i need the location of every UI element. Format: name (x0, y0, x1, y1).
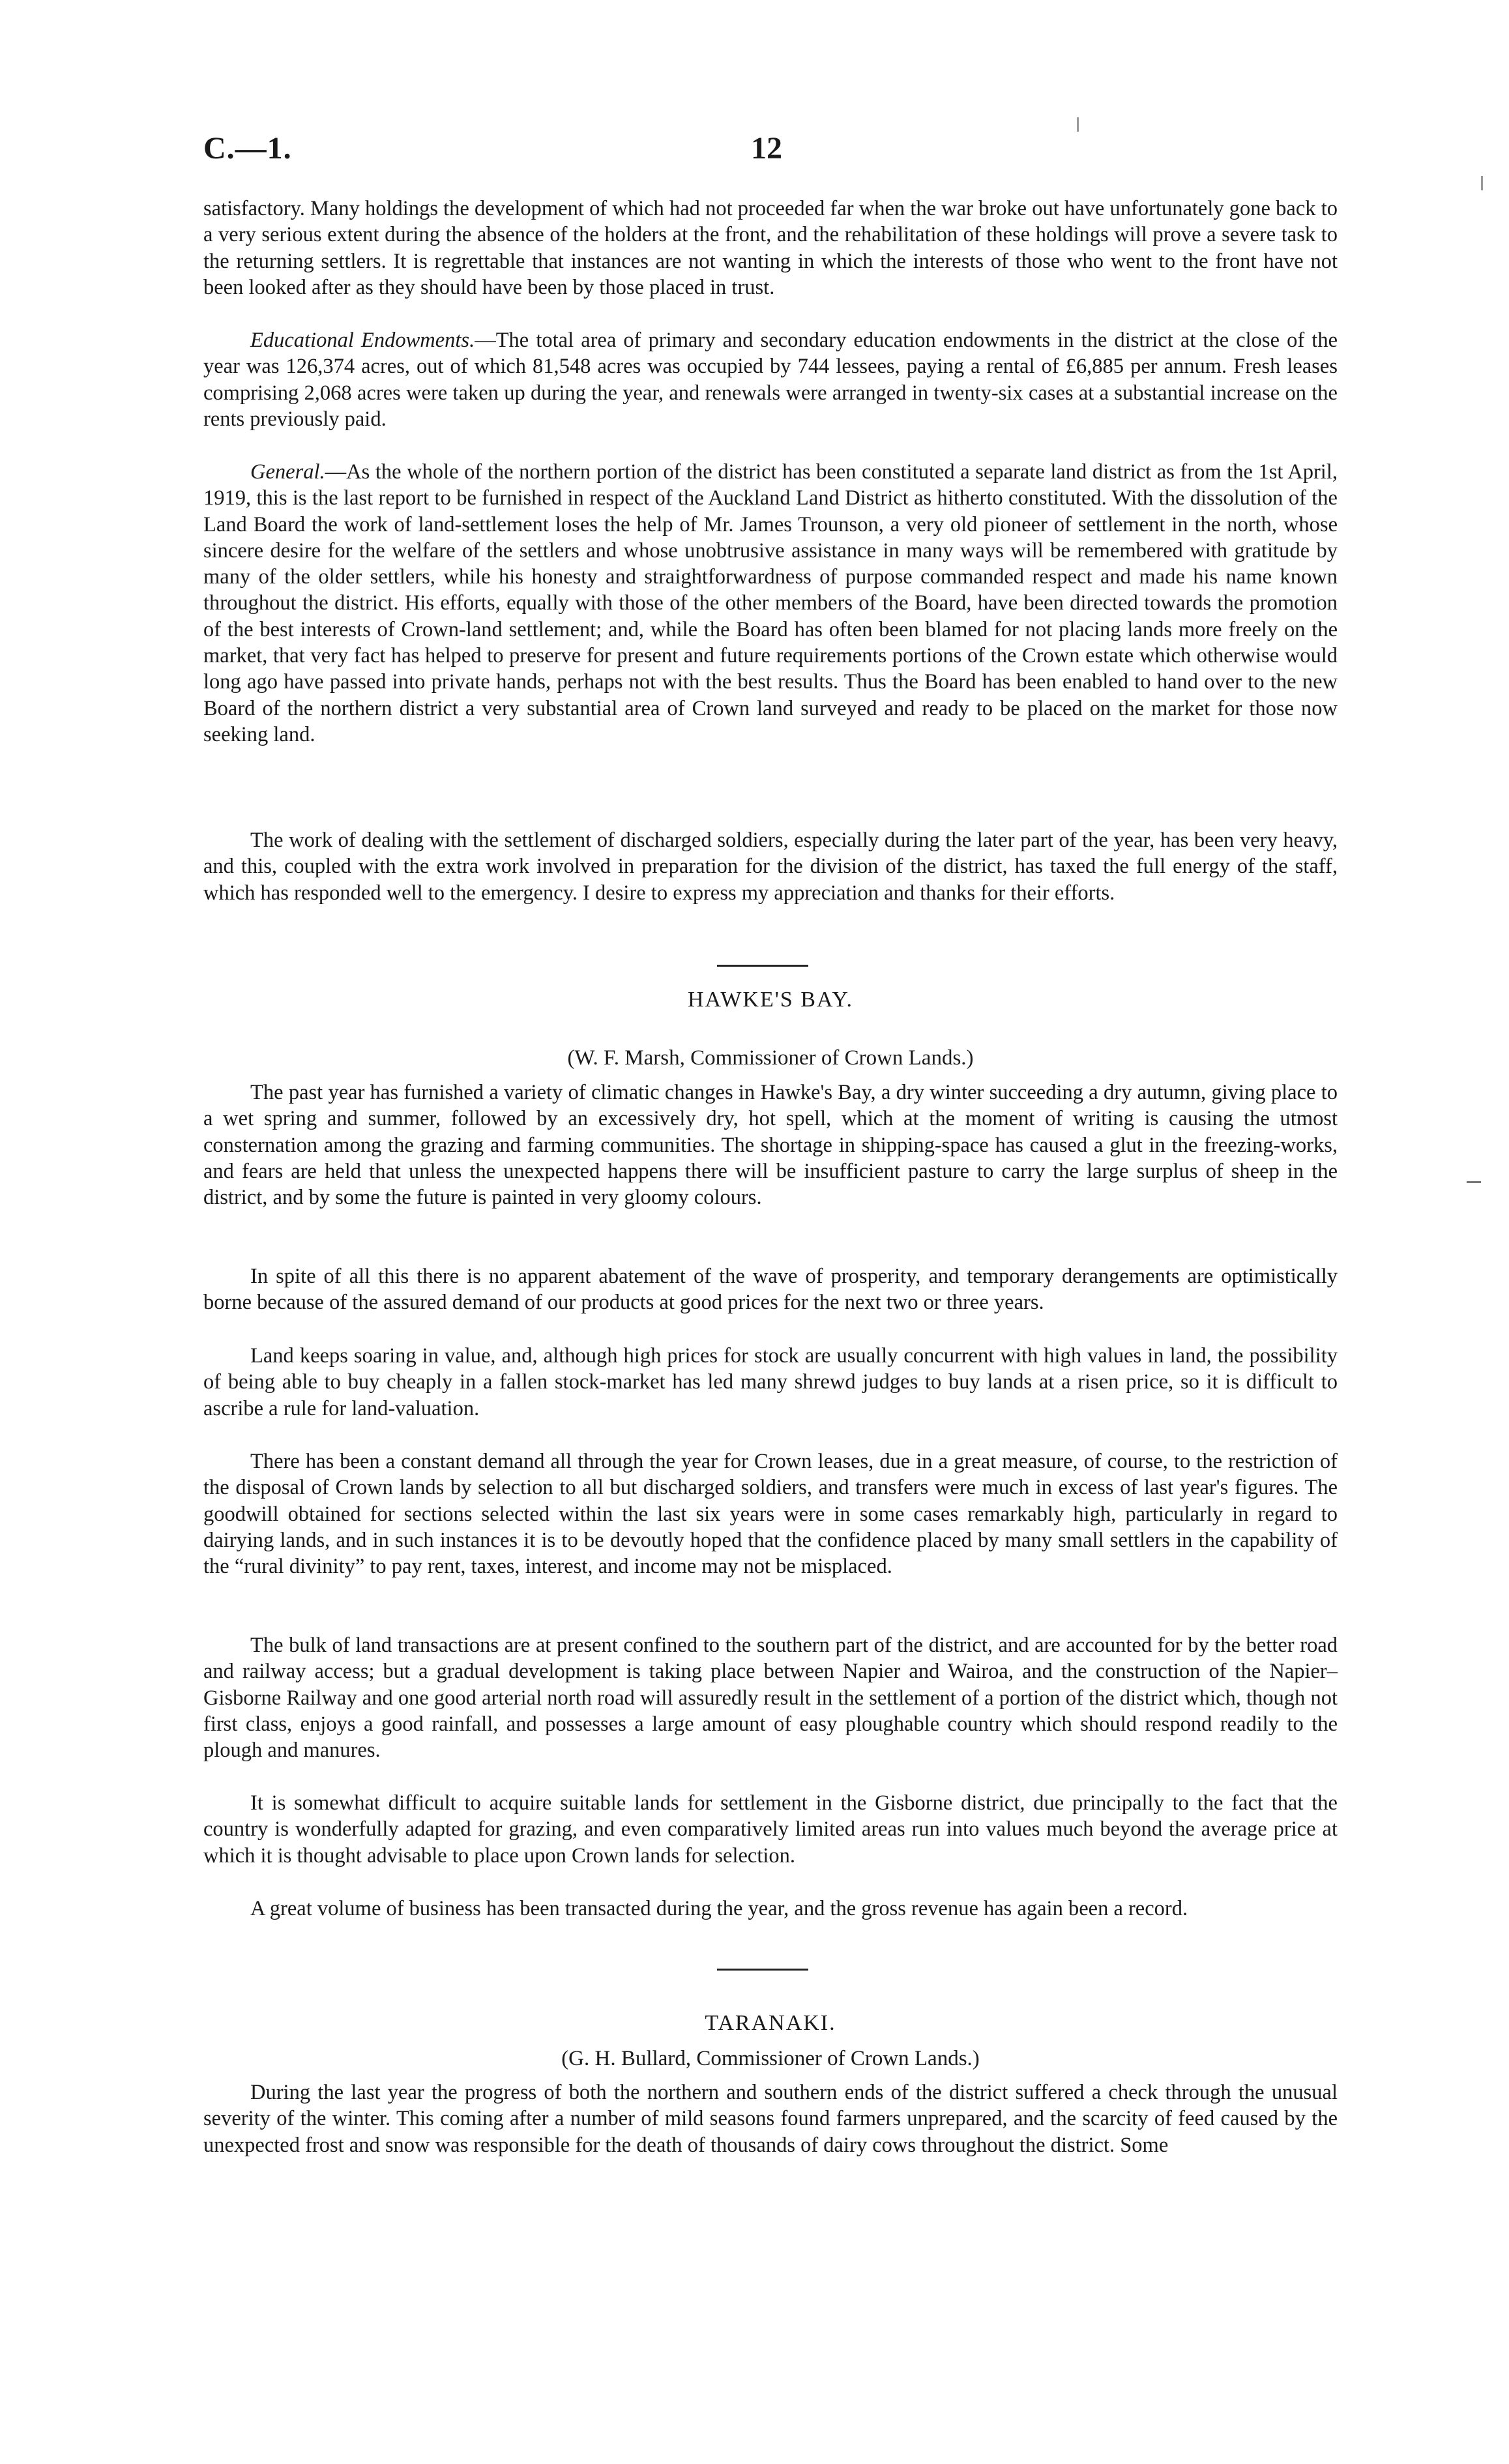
educational-endowments-heading: Educational Endowments. (250, 329, 475, 352)
section-divider (717, 1969, 808, 1971)
auckland-paragraph-4: The work of dealing with the settlement of discharged soldiers, especially during the later part of the year, has been very heavy, and this, coupled with the extra work involved in preparation for the division of the district, has taxed the full energy of the staff, which has responded well to the emergency. I desire to express my appreciation and thanks for their efforts. (203, 829, 1338, 905)
hawkes-bay-paragraph: There has been a constant demand all through the year for Crown leases, due in a great measure, of course, to the restriction of the disposal of Crown lands by selection to all but discharged soldiers, and transfers were much in excess of last year's figures. The goodwill obtained for sections selected within the last six years were in some cases remarkably high, particularly in regard to dairying lands, and in such instances it is to be devoutly hoped that the confidence placed by many small settlers in the capability of the “rural divinity” to pay rent, taxes, interest, and income may not be misplaced. (203, 1450, 1338, 1579)
hawkes-bay-title: HAWKE'S BAY. (687, 988, 854, 1012)
hawkes-bay-paragraph: Land keeps soaring in value, and, although high prices for stock are usually concurrent with high values in land, the possibility of being able to buy cheaply in a fallen stock-market has led many shrewd judges to buy lands at a risen price, so it is difficult to ascribe a rule for land-valuation. (203, 1344, 1338, 1420)
taranaki-paragraph-1: During the last year the progress of both the northern and southern ends of the district suffered a check through the unusual severity of the winter. This coming after a number of mild seasons found farmers unprepared, and the scarcity of feed caused by the unexpected frost and snow was responsible for the death of thousands of dairy cows throughout the district. Some (203, 2081, 1338, 2157)
educational-endowments-text: —The total area of primary and secondary education endowments in the district at the close of the year was 126,374 acres, out of which 81,548 acres was occupied by 744 lessees, paying a rental of £6,885 per annum. Fresh leases comprising 2,068 acres were taken up during the year, and renewals were arranged in twenty-six cases at a substantial increase on the rents previously paid. (203, 329, 1338, 431)
hawkes-bay-paragraph: The past year has furnished a variety of climatic changes in Hawke's Bay, a dry winter succeeding a dry autumn, giving place to a wet spring and summer, followed by an excessively dry, hot spell, which at the moment of writing is causing the utmost consternation among the grazing and farming communities. The shortage in shipping-space has caused a glut in the freezing-works, and fears are held that unless the unexpected happens there will be insufficient pasture to carry the large surplus of sheep in the district, and by some the future is painted in very gloomy colours. (203, 1081, 1338, 1210)
hawkes-bay-paragraph: The bulk of land transactions are at present confined to the southern part of the district, and are accounted for by the better road and railway access; but a gradual development is taking place between Napier and Wairoa, and the construction of the Napier–Gisborne Railway and one good arterial north road will assuredly result in the settlement of a portion of the district which, though not first class, enjoys a good rainfall, and possesses a large amount of easy ploughable country which should respond readily to the plough and manures. (203, 1634, 1338, 1763)
auckland-paragraph-3 (203, 459, 1338, 748)
taranaki-byline: (G. H. Bullard, Commissioner of Crown Lands.) (561, 2047, 980, 2070)
auckland-paragraph-2 (203, 327, 1338, 432)
taranaki-title: TARANAKI. (705, 2011, 836, 2035)
section-divider (717, 965, 808, 967)
page-header (203, 130, 1338, 176)
general-heading: General. (250, 460, 325, 484)
document-reference: C.—1. (203, 131, 292, 166)
auckland-paragraph-1: satisfactory. Many holdings the development of which had not proceeded far when the war broke out have unfortunately gone back to a very serious extent during the absence of the holders at the front, and the rehabilitation of these holdings will prove a severe task to the returning settlers. It is regrettable that instances are not wanting in which the interests of those who went to the front have not been looked after as they should have been by those placed in trust. (203, 197, 1338, 299)
hawkes-bay-byline: (W. F. Marsh, Commissioner of Crown Lands.) (567, 1046, 974, 1070)
hawkes-bay-paragraph: A great volume of business has been transacted during the year, and the gross revenue has again been a record. (250, 1897, 1188, 1920)
margin-mark-side (1467, 1181, 1481, 1183)
hawkes-bay-paragraph: In spite of all this there is no apparent abatement of the wave of prosperity, and temporary derangements are optimistically borne because of the assured demand of our products at good prices for the next two or three years. (203, 1265, 1338, 1315)
margin-mark-right (1481, 176, 1483, 190)
margin-mark-top (1077, 117, 1079, 132)
page-number: 12 (751, 131, 782, 166)
hawkes-bay-paragraph: It is somewhat difficult to acquire suitable lands for settlement in the Gisborne district, due principally to the fact that the country is wonderfully adapted for grazing, and even comparatively limited areas run into values much beyond the average price at which it is thought advisable to place upon Crown lands for selection. (203, 1791, 1338, 1868)
general-text: —As the whole of the northern portion of the district has been constituted a separate land district as from the 1st April, 1919, this is the last report to be furnished in respect of the Auckland Land District as hitherto constituted. With the dissolution of the Land Board the work of land-settlement loses the help of Mr. James Trounson, a very old pioneer of settlement in the north, whose sincere desire for the welfare of the settlers and whose unobtrusive assistance in many ways will be remembered with gratitude by many of the older settlers, while his honesty and straightforwardness of purpose commanded respect and made his name known throughout the district. His efforts, equally with those of the other members of the Board, have been directed towards the promotion of the best interests of Crown-land settlement; and, while the Board has often been blamed for not placing lands more freely on the market, that very fact has helped to preserve for present and future requirements portions of the Crown estate which otherwise would long ago have passed into private hands, perhaps not with the best results. Thus the Board has been enabled to hand over to the new Board of the northern district a very substantial area of Crown land surveyed and ready to be placed on the market for those now seeking land. (203, 460, 1338, 746)
